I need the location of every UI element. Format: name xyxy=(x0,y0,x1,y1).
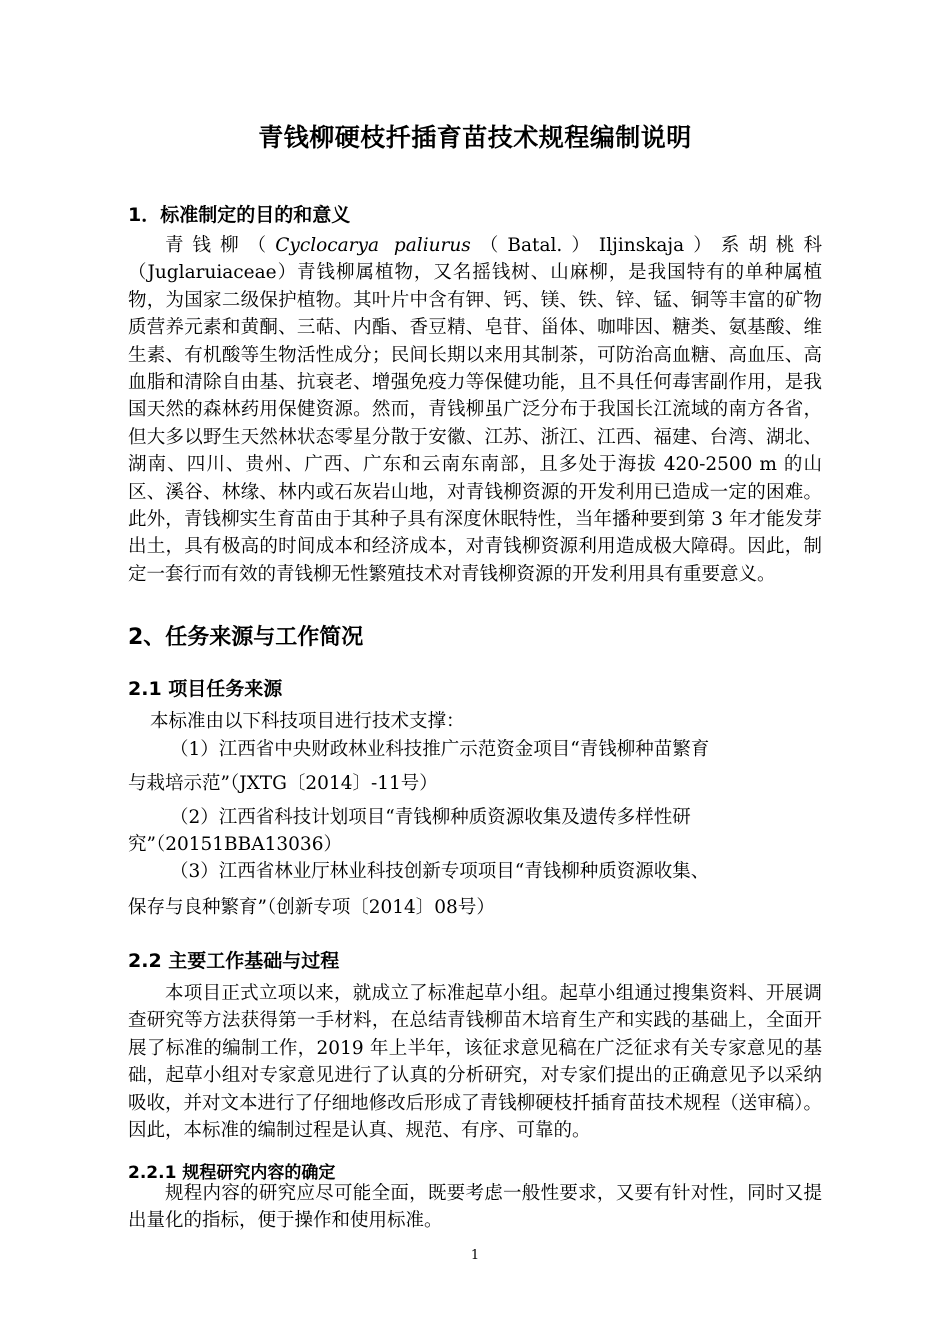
project-item-3-line-2: 保存与良种繁育”（创新专项〔2014〕08号） xyxy=(128,897,495,918)
page-number: 1 xyxy=(470,1248,480,1263)
section-1-heading: 1．标准制定的目的和意义 xyxy=(128,204,351,226)
section-2-2-1-heading: 2.2.1 规程研究内容的确定 xyxy=(128,1163,336,1183)
section-2-heading: 2、任务来源与工作简况 xyxy=(128,625,364,650)
latin-name: Cyclocarya paliurus xyxy=(275,235,471,256)
section-2-2-heading: 2.2 主要工作基础与过程 xyxy=(128,950,340,972)
project-item-2-line-1: （2）江西省科技计划项目“青钱柳种质资源收集及遗传多样性研 xyxy=(170,807,691,828)
section-2-2-paragraph: 本项目正式立项以来，就成立了标准起草小组。起草小组通过搜集资料、开展调查研究等方法获得第一手材料，在总结青钱柳苗木培育生产和实践的基础上，全面开展了标准的编制工作，2019 年上半年，该征求意见稿在广泛征求有关专家意见的基础，起草小组对专家意见进行了认真的分析研究，对专家们提出的正确意见予以采纳吸收，并对文本进行了仔细地修改后形成了青钱柳硬枝扦插育苗技术规程（送审稿）。因此，本标准的编制过程是认真、规范、有序、可靠的。 xyxy=(128,983,822,1142)
project-item-3-line-1: （3）江西省林业厅林业科技创新专项项目“青钱柳种质资源收集、 xyxy=(170,861,710,882)
para-rest: （Batal.）Iljinskaja）系胡桃科（Juglaruiaceae）青钱柳属植物，又名摇钱树、山麻柳，是我国特有的单种属植物，为国家二级保护植物。其叶片中含有钾、钙、镁、铁、锌、锰、铜等丰富的矿物质营养元素和黄酮、三萜、内酯、香豆精、皂苷、甾体、咖啡因、糖类、氨基酸、维生素、有机酸等生物活性成分；民间长期以来用其制茶，可防治高血糖、高血压、高血脂和清除自由基、抗衰老、增强免疫力等保健功能，且不具任何毒害副作用，是我国天然的森林药用保健资源。然而，青钱柳虽广泛分布于我国长江流域的南方各省，但大多以野生天然林状态零星分散于安徽、江苏、浙江、江西、福建、台湾、湖北、湖南、四川、贵州、广西、广东和云南东南部，且多处于海拔 420-2500 m 的山区、溪谷、林缘、林内或石灰岩山地，对青钱柳资源的开发利用已造成一定的困难。此外，青钱柳实生育苗由于其种子具有深度休眠特性，当年播种要到第 3 年才能发芽出土，具有极高的时间成本和经济成本，对青钱柳资源利用造成极大障碍。因此，制定一套行而有效的青钱柳无性繁殖技术对青钱柳资源的开发利用具有重要意义。 xyxy=(128,235,822,585)
project-item-1-line-1: （1）江西省中央财政林业科技推广示范资金项目“青钱柳种苗繁育 xyxy=(170,739,710,760)
para-prefix: 青钱柳（ xyxy=(165,235,276,256)
section-2-1-intro: 本标准由以下科技项目进行技术支撑： xyxy=(150,711,465,732)
project-item-2-line-2: 究”（20151BBA13036） xyxy=(128,834,342,855)
section-2-2-1-paragraph: 规程内容的研究应尽可能全面，既要考虑一般性要求，又要有针对性，同时又提出量化的指标，便于操作和使用标准。 xyxy=(128,1183,822,1232)
section-1-paragraph xyxy=(128,232,822,588)
document-title: 青钱柳硬枝扦插育苗技术规程编制说明 xyxy=(258,123,692,152)
section-2-1-heading: 2.1 项目任务来源 xyxy=(128,678,283,700)
project-item-1-line-2: 与栽培示范”（JXTG〔2014〕-11号） xyxy=(128,773,438,794)
